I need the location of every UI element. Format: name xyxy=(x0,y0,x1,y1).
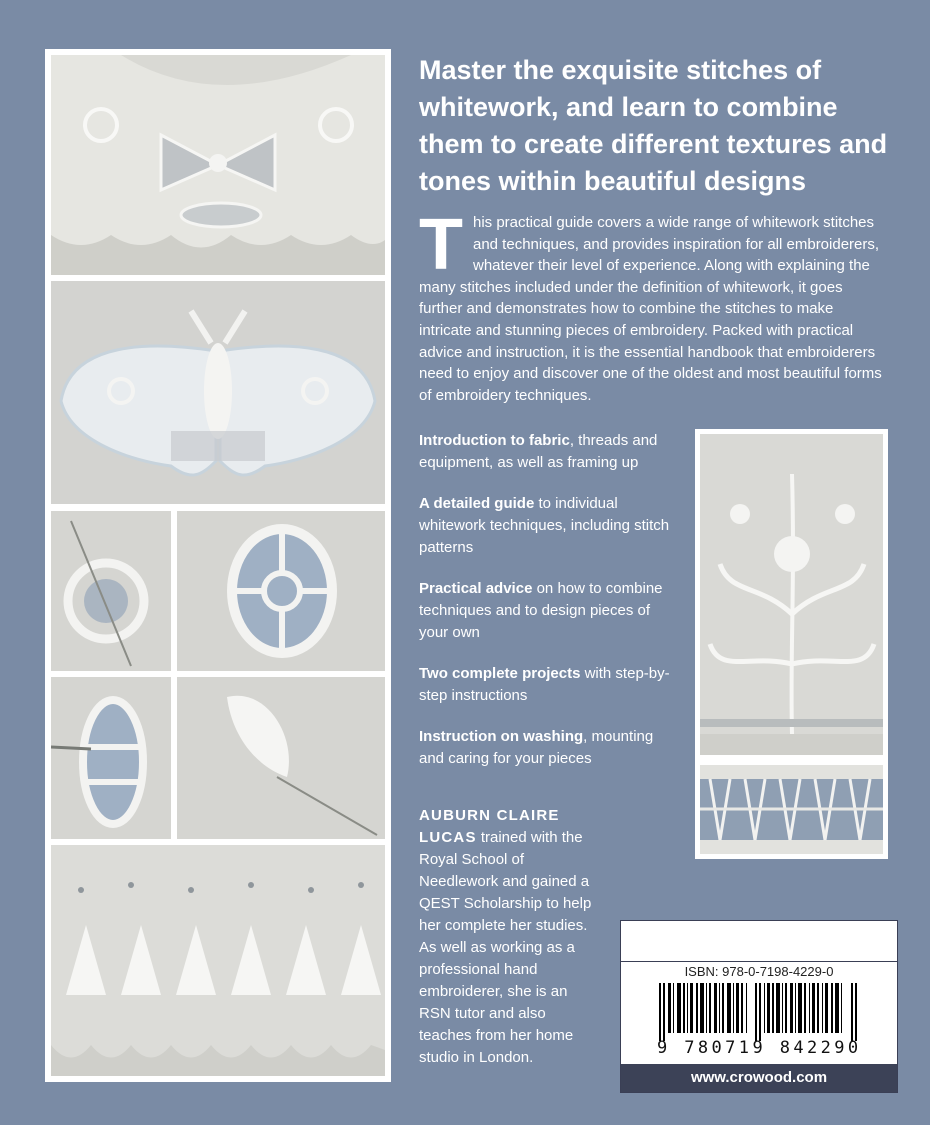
feature-text: , mounting and caring for your pieces xyxy=(419,728,654,767)
drop-cap: T xyxy=(419,205,463,285)
barcode-digits: 9 780719 842290 xyxy=(657,1038,862,1058)
author-bio xyxy=(419,805,599,1069)
oval-cutwork-photo xyxy=(177,511,385,671)
feature-item xyxy=(419,578,681,644)
broderie-border-photo xyxy=(51,845,385,1076)
intro-paragraph xyxy=(419,205,889,406)
intro-text: his practical guide covers a wide range of whitework stitches and techniques, and provides inspiration for all embroiderers, whatever their level of experience. Along with explaining the many stitches included under the definition of whitework, it goes further and demonstrates how to combine the stitches to make intricate and stunning pieces of embroidery. Packed with practical advice and instruction, it is the essential handbook that embroiderers need to enjoy and discover one of the oldest and most beautiful forms of embroidery techniques. xyxy=(419,214,882,404)
feature-text: with step-by-step instructions xyxy=(419,665,670,704)
feature-text: on how to combine techniques and to design pieces of your own xyxy=(419,580,663,641)
feature-bold: Instruction on washing xyxy=(419,728,584,745)
isbn-text: ISBN: 978-0-7198-4229-0 xyxy=(684,964,834,979)
floral-panel-photo xyxy=(700,434,883,755)
feature-list xyxy=(419,430,681,789)
feature-item xyxy=(419,663,681,707)
moth-photo xyxy=(51,281,385,504)
divider xyxy=(621,961,897,962)
floral-panel-frame xyxy=(695,429,888,859)
collar-photo xyxy=(51,55,385,275)
feature-item xyxy=(419,726,681,770)
eyelet-needle-photo xyxy=(51,511,171,671)
author-bio-text: trained with the Royal School of Needlework and gained a QEST Scholarship to help her complete her studies. As well as working as a professional hand embroiderer, she is an RSN tutor and also teaches from her home studio in London. xyxy=(419,829,592,1066)
feature-text: to individual whitework techniques, including stitch patterns xyxy=(419,495,670,556)
oval-tweezers-photo xyxy=(51,677,171,839)
website-link[interactable]: www.crowood.com xyxy=(621,1064,897,1092)
barcode-box xyxy=(620,920,898,1093)
feature-text: , threads and equipment, as well as framing up xyxy=(419,432,658,471)
feature-bold: A detailed guide xyxy=(419,495,535,512)
feature-bold: Introduction to fabric xyxy=(419,432,570,449)
photo-collage xyxy=(45,49,391,1082)
padded-leaf-photo xyxy=(177,677,385,839)
feature-bold: Two complete projects xyxy=(419,665,581,682)
author-name: AUBURN CLAIRE LUCAS xyxy=(419,807,560,846)
feature-bold: Practical advice xyxy=(419,580,533,597)
drawn-thread-photo xyxy=(700,765,883,854)
feature-item xyxy=(419,430,681,474)
barcode-icon xyxy=(651,983,871,1041)
feature-item xyxy=(419,493,681,559)
headline: Master the exquisite stitches of whitework, and learn to combine them to create different textures and tones within beautiful designs xyxy=(419,55,888,196)
